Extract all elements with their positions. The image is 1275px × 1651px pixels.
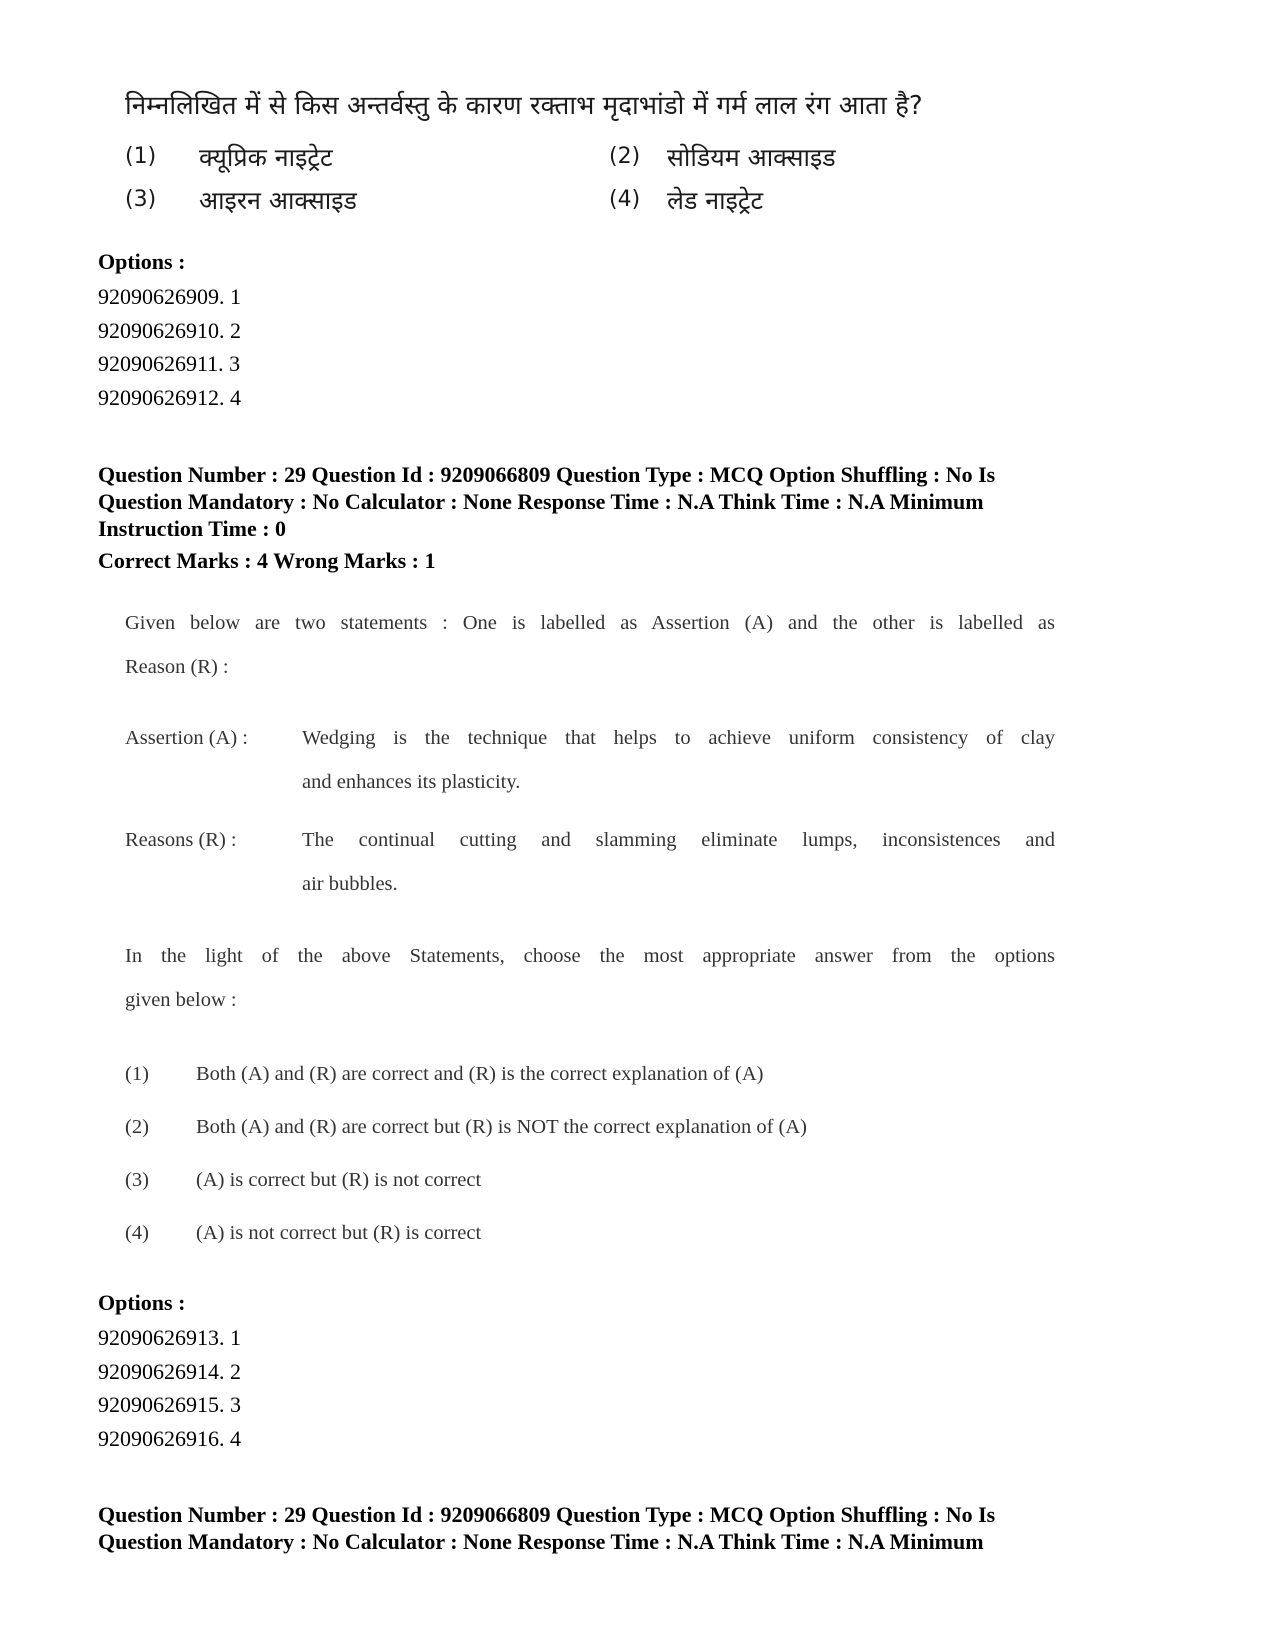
reason-text: air bubbles. <box>302 873 398 895</box>
choice-text: Both (A) and (R) are correct and (R) is the correct explanation of (A) <box>196 1063 764 1085</box>
question-intro: Given below are two statements : One is labelled as Assertion (A) and the other is labelled as <box>125 612 1055 634</box>
question-prompt: given below : <box>125 989 237 1011</box>
reason-text: The continual cutting and slamming eliminate lumps, inconsistences and <box>302 829 1055 851</box>
meta-line: Question Mandatory : No Calculator : None Response Time : N.A Think Time : N.A Minimum <box>98 489 984 514</box>
option-item: 92090626910. 2 <box>98 317 241 343</box>
option-item: 92090626913. 1 <box>98 1325 241 1350</box>
choice-text: आइरन आक्साइड <box>199 186 357 215</box>
question-meta <box>98 1501 1188 1555</box>
options-list <box>98 280 241 414</box>
choice-number: (3) <box>125 187 157 212</box>
options-list <box>98 1321 241 1455</box>
choice-number: (1) <box>125 144 157 169</box>
option-item: 92090626909. 1 <box>98 284 241 309</box>
choice-number: (4) <box>609 187 641 212</box>
choice-text: सोडियम आक्साइड <box>667 143 836 172</box>
assertion-text: Wedging is the technique that helps to achieve uniform consistency of clay <box>302 727 1055 749</box>
choice-text: Both (A) and (R) are correct but (R) is NOT the correct explanation of (A) <box>196 1116 807 1138</box>
choice-number: (4) <box>125 1222 149 1244</box>
question-intro: Reason (R) : <box>125 656 229 678</box>
choice-text: लेड नाइट्रेट <box>667 186 764 215</box>
assertion-text: and enhances its plasticity. <box>302 771 521 793</box>
option-item: 92090626914. 2 <box>98 1358 241 1384</box>
meta-line: Question Number : 29 Question Id : 9209066809 Question Type : MCQ Option Shuffling : No Is <box>98 1502 996 1527</box>
meta-line: Question Mandatory : No Calculator : None Response Time : N.A Think Time : N.A Minimum <box>98 1529 984 1554</box>
marks-line: Correct Marks : 4 Wrong Marks : 1 <box>98 548 436 573</box>
question-prompt: In the light of the above Statements, choose the most appropriate answer from the options <box>125 945 1055 967</box>
assertion-label: Assertion (A) : <box>125 727 248 749</box>
meta-line: Question Number : 29 Question Id : 9209066809 Question Type : MCQ Option Shuffling : No Is <box>98 462 996 487</box>
options-heading: Options : <box>98 249 186 274</box>
choice-text: (A) is correct but (R) is not correct <box>196 1169 482 1191</box>
option-item: 92090626912. 4 <box>98 384 241 410</box>
choice-number: (2) <box>125 1116 149 1138</box>
choice-text: क्यूप्रिक नाइट्रेट <box>199 143 333 172</box>
option-item: 92090626911. 3 <box>98 351 241 376</box>
choice-number: (3) <box>125 1169 149 1191</box>
choice-text: (A) is not correct but (R) is correct <box>196 1222 482 1244</box>
option-item: 92090626916. 4 <box>98 1425 241 1451</box>
reason-label: Reasons (R) : <box>125 829 237 851</box>
choice-number: (2) <box>609 144 641 169</box>
question-text-hindi: निम्नलिखित में से किस अन्तर्वस्तु के कारण रक्ताभ मृदाभांडो में गर्म लाल रंग आता है? <box>125 91 923 121</box>
options-heading: Options : <box>98 1290 186 1315</box>
option-item: 92090626915. 3 <box>98 1392 241 1417</box>
meta-line: Instruction Time : 0 <box>98 516 287 541</box>
choice-number: (1) <box>125 1063 149 1085</box>
question-meta <box>98 461 1188 542</box>
